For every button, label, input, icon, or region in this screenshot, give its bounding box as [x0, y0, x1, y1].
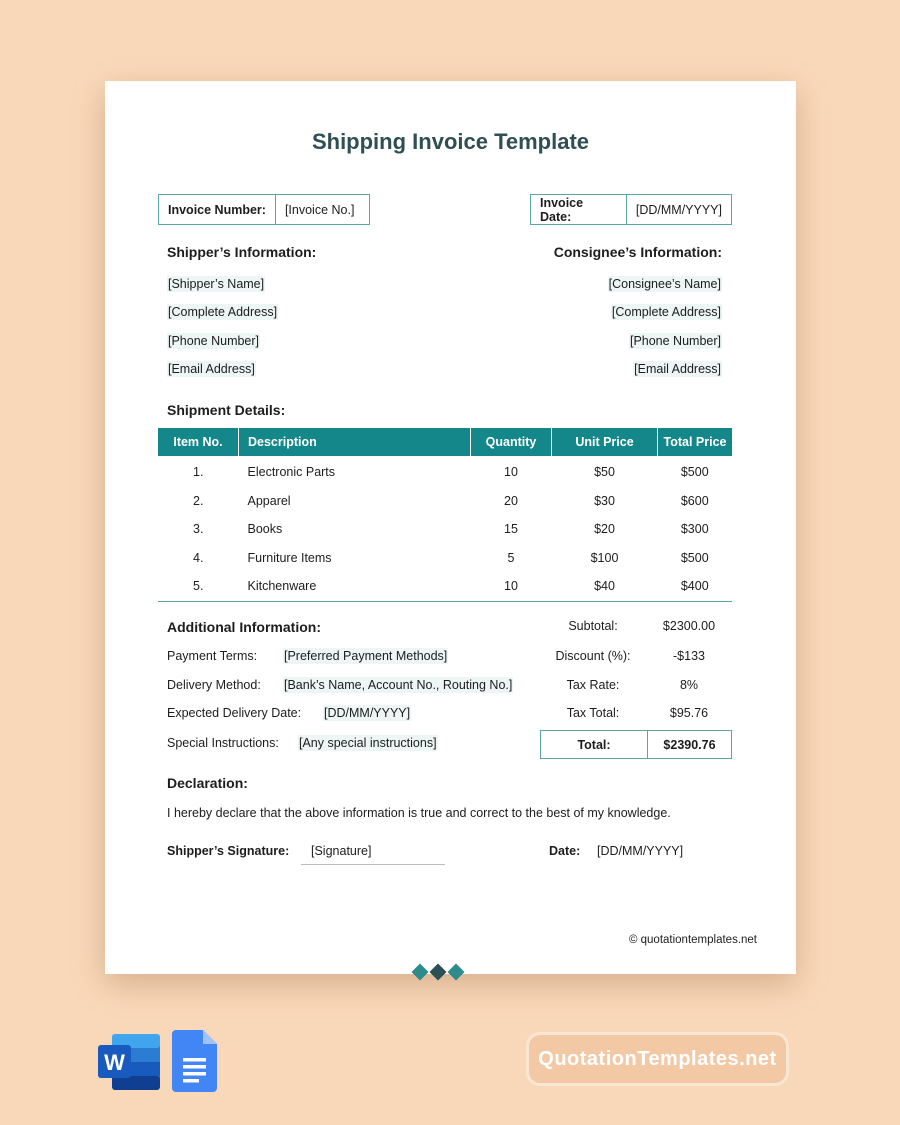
consignee-name-field[interactable]: [Consignee’s Name] — [608, 277, 721, 291]
description-cell[interactable]: Electronic Parts — [247, 465, 336, 480]
payment-terms-field[interactable]: [Preferred Payment Methods] — [284, 649, 448, 663]
word-icon[interactable] — [98, 1032, 162, 1092]
copyright-text: © quotationtemplates.net — [628, 934, 757, 946]
invoice-date-label: Invoice Date: — [531, 195, 627, 224]
unit-price-cell[interactable]: $40 — [594, 579, 615, 594]
total-label: Total: — [541, 731, 648, 758]
consignee-email-field[interactable]: [Email Address] — [634, 362, 721, 376]
signature-field[interactable]: [Signature] — [311, 844, 372, 858]
col-quantity: Quantity — [471, 428, 552, 456]
unit-price-cell[interactable]: $30 — [594, 493, 615, 508]
total-value: $2390.76 — [663, 737, 716, 752]
delivery-method-label: Delivery Method: — [167, 678, 261, 692]
special-instructions-field[interactable]: [Any special instructions] — [299, 736, 437, 750]
quantity-cell[interactable]: 20 — [504, 493, 518, 508]
item-no-cell: 5. — [193, 579, 204, 594]
col-item-no: Item No. — [158, 428, 239, 456]
shipper-heading: Shipper’s Information: — [167, 244, 317, 260]
quantity-cell[interactable]: 15 — [504, 522, 518, 537]
total-price-cell[interactable]: $500 — [680, 550, 709, 565]
shipper-email-field[interactable]: [Email Address] — [168, 362, 255, 376]
item-no-cell: 2. — [193, 493, 204, 508]
total-box — [540, 730, 732, 759]
shipment-heading: Shipment Details: — [167, 402, 286, 418]
col-total-price: Total Price — [658, 428, 733, 456]
description-cell[interactable]: Furniture Items — [247, 550, 332, 565]
item-no-cell: 3. — [193, 522, 204, 537]
unit-price-cell[interactable]: $20 — [594, 522, 615, 537]
item-no-cell: 4. — [193, 550, 204, 565]
tax-rate-value[interactable]: 8% — [679, 678, 699, 692]
invoice-number-label: Invoice Number: — [159, 195, 276, 224]
table-row — [158, 456, 732, 487]
quantity-cell[interactable]: 5 — [507, 550, 515, 565]
svg-text:W: W — [104, 1050, 125, 1075]
tax-total-label: Tax Total: — [566, 706, 620, 720]
table-row — [158, 572, 732, 601]
declaration-heading: Declaration: — [167, 775, 248, 791]
quantity-cell[interactable]: 10 — [504, 579, 518, 594]
quantity-cell[interactable]: 10 — [504, 465, 518, 480]
additional-heading: Additional Information: — [167, 619, 321, 635]
table-divider — [158, 601, 732, 602]
consignee-address-field[interactable]: [Complete Address] — [611, 305, 721, 319]
declaration-date-label: Date: — [549, 844, 581, 858]
google-docs-icon[interactable] — [172, 1030, 217, 1092]
decor-diamond-icon — [430, 964, 447, 981]
discount-value[interactable]: -$133 — [673, 649, 705, 663]
description-cell[interactable]: Kitchenware — [247, 579, 317, 594]
description-cell[interactable]: Books — [247, 522, 283, 537]
declaration-date-field[interactable]: [DD/MM/YYYY] — [597, 844, 684, 858]
table-row — [158, 487, 732, 516]
unit-price-cell[interactable]: $50 — [594, 465, 615, 480]
shipment-table — [158, 428, 732, 601]
signature-label: Shipper’s Signature: — [167, 844, 290, 858]
tax-rate-label: Tax Rate: — [566, 678, 620, 692]
discount-label: Discount (%): — [555, 649, 631, 663]
expected-delivery-label: Expected Delivery Date: — [167, 706, 302, 720]
shipper-address-field[interactable]: [Complete Address] — [168, 305, 278, 319]
signature-line — [301, 864, 445, 865]
decor-diamond-icon — [412, 964, 429, 981]
total-price-cell[interactable]: $600 — [680, 493, 709, 508]
special-instructions-label: Special Instructions: — [167, 736, 279, 750]
table-row — [158, 515, 732, 544]
total-price-cell[interactable]: $400 — [680, 579, 709, 594]
declaration-text: I hereby declare that the above information is true and correct to the best of my knowledge. — [167, 806, 671, 820]
invoice-number-box — [158, 194, 370, 225]
subtotal-label: Subtotal: — [568, 619, 618, 633]
payment-terms-label: Payment Terms: — [167, 649, 258, 663]
total-price-cell[interactable]: $500 — [680, 465, 709, 480]
total-price-cell[interactable]: $300 — [680, 522, 709, 537]
description-cell[interactable]: Apparel — [247, 493, 291, 508]
invoice-date-field[interactable]: [DD/MM/YYYY] — [635, 202, 722, 217]
table-row — [158, 544, 732, 573]
unit-price-cell[interactable]: $100 — [590, 550, 619, 565]
brand-badge[interactable]: QuotationTemplates.net — [526, 1032, 789, 1086]
invoice-page — [105, 81, 796, 974]
invoice-number-field[interactable]: [Invoice No.] — [284, 202, 355, 217]
consignee-phone-field[interactable]: [Phone Number] — [629, 334, 721, 348]
shipper-name-field[interactable]: [Shipper’s Name] — [168, 277, 265, 291]
page-title: Shipping Invoice Template — [311, 129, 590, 154]
expected-delivery-field[interactable]: [DD/MM/YYYY] — [324, 706, 411, 720]
tax-total-value: $95.76 — [669, 706, 709, 720]
invoice-date-box — [530, 194, 732, 225]
subtotal-value: $2300.00 — [662, 619, 716, 633]
delivery-method-field[interactable]: [Bank’s Name, Account No., Routing No.] — [284, 678, 513, 692]
col-unit-price: Unit Price — [552, 428, 658, 456]
col-description: Description — [239, 428, 471, 456]
item-no-cell: 1. — [193, 465, 204, 480]
consignee-heading: Consignee’s Information: — [553, 244, 722, 260]
decor-diamond-icon — [448, 964, 465, 981]
shipper-phone-field[interactable]: [Phone Number] — [168, 334, 260, 348]
